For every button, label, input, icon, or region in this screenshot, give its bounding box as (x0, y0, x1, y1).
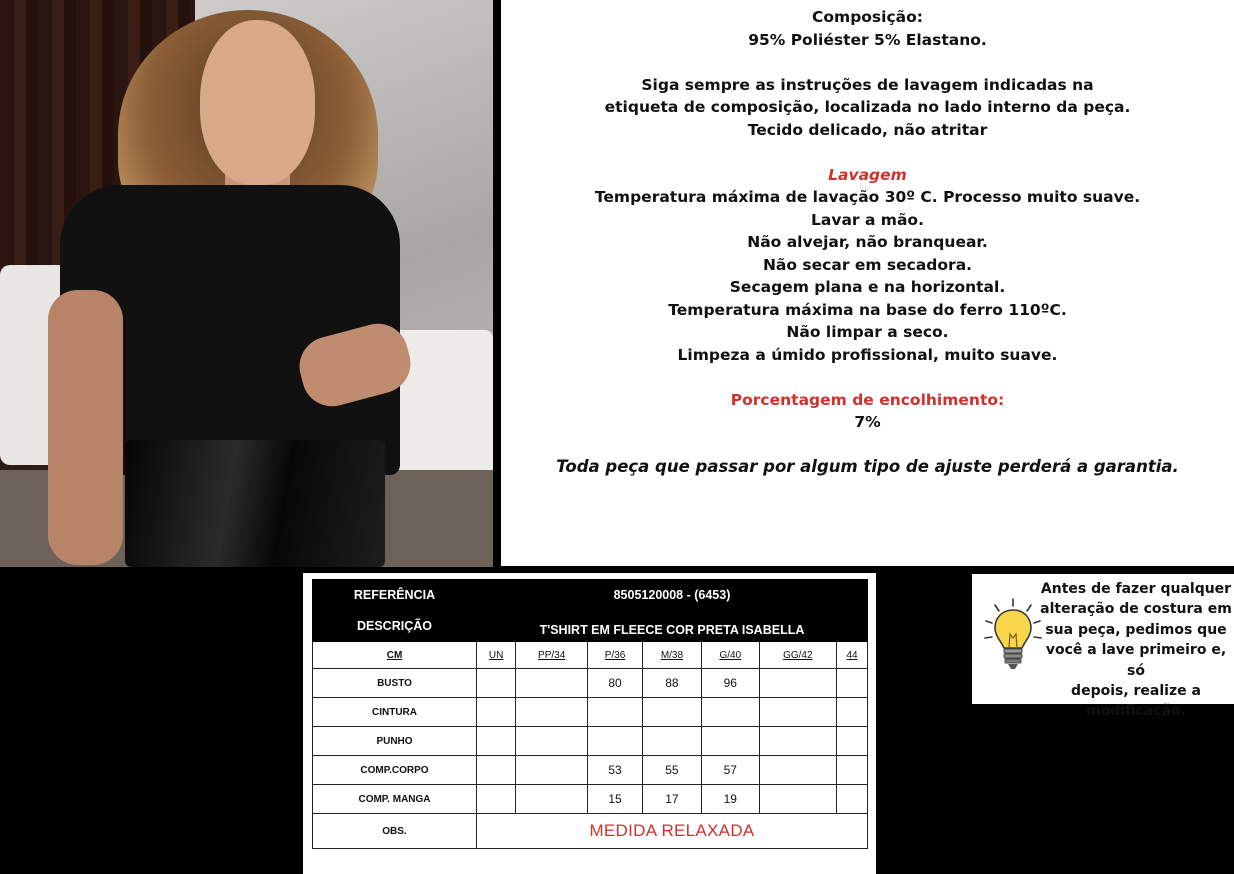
size-header: UN (477, 642, 516, 669)
table-cell: 15 (588, 785, 643, 814)
size-table (312, 579, 868, 849)
obs-value: MEDIDA RELAXADA (477, 814, 868, 849)
size-table-panel (303, 573, 876, 874)
row-label: CINTURA (313, 698, 477, 727)
instruction-line: Tecido delicado, não atritar (747, 120, 988, 139)
table-cell (516, 756, 588, 785)
table-cell (701, 727, 759, 756)
model-arm-left (48, 290, 123, 565)
table-cell (588, 727, 643, 756)
wash-item: Secagem plana e na horizontal. (729, 278, 1006, 296)
table-cell: 96 (701, 669, 759, 698)
table-cell: 57 (701, 756, 759, 785)
table-cell (759, 756, 836, 785)
tip-line: Antes de fazer qualquer (1040, 581, 1232, 597)
table-cell (477, 785, 516, 814)
table-cell: 55 (642, 756, 701, 785)
table-cell (516, 698, 588, 727)
row-label: BUSTO (313, 669, 477, 698)
shrink-value: 7% (854, 413, 881, 431)
composition-value: 95% Poliéster 5% Elastano. (748, 30, 987, 49)
table-cell (837, 756, 868, 785)
table-cell (837, 727, 868, 756)
table-cell (759, 727, 836, 756)
table-cell (516, 727, 588, 756)
wash-item: Não limpar a seco. (786, 323, 949, 341)
table-cell (588, 698, 643, 727)
wash-title: Lavagem (828, 165, 907, 184)
table-cell (477, 727, 516, 756)
size-header: G/40 (701, 642, 759, 669)
table-cell: 17 (642, 785, 701, 814)
lightbulb-icon (982, 596, 1044, 676)
table-cell (759, 669, 836, 698)
table-cell (477, 756, 516, 785)
reference-value: 8505120008 - (6453) (477, 580, 868, 611)
tip-line: sua peça, pedimos que (1045, 621, 1227, 638)
table-row (313, 669, 868, 698)
wash-item: Temperatura máxima de lavação 30º C. Processo muito suave. (594, 188, 1141, 206)
table-cell (759, 785, 836, 814)
table-cell (477, 669, 516, 698)
row-label: COMP. MANGA (313, 785, 477, 814)
table-cell (477, 698, 516, 727)
table-cell (759, 698, 836, 727)
obs-label: OBS. (313, 814, 477, 849)
product-photo (0, 0, 493, 567)
table-cell (642, 698, 701, 727)
unit-label: CM (313, 642, 477, 669)
size-header: GG/42 (759, 642, 836, 669)
wash-item: Temperatura máxima na base do ferro 110ºC. (668, 300, 1067, 319)
alteration-tip (972, 574, 1234, 720)
instruction-line: Siga sempre as instruções de lavagem indicadas na (641, 75, 1094, 94)
description-label: DESCRIÇÃO (313, 611, 477, 642)
table-cell (516, 785, 588, 814)
leather-skirt (125, 440, 385, 567)
size-header: M/38 (642, 642, 701, 669)
table-row (313, 698, 868, 727)
composition-title: Composição: (812, 8, 923, 26)
wash-item: Lavar a mão. (811, 210, 924, 229)
description-value: T'SHIRT EM FLEECE COR PRETA ISABELLA (477, 611, 868, 642)
size-header-row (313, 642, 868, 669)
row-label: COMP.CORPO (313, 756, 477, 785)
table-cell: 88 (642, 669, 701, 698)
table-cell (701, 698, 759, 727)
table-cell: 19 (701, 785, 759, 814)
table-cell (642, 727, 701, 756)
table-cell (837, 785, 868, 814)
tip-line: alteração de costura em (1040, 601, 1232, 618)
size-header: PP/34 (516, 642, 588, 669)
table-cell: 80 (588, 669, 643, 698)
tip-line: depois, realize a (1071, 683, 1201, 700)
obs-row (313, 814, 868, 849)
reference-label: REFERÊNCIA (313, 580, 477, 611)
table-row (313, 785, 868, 814)
warranty-notice: Toda peça que passar por algum tipo de ajuste perderá a garantia. (556, 457, 1179, 476)
size-header: P/36 (588, 642, 643, 669)
table-row (313, 727, 868, 756)
shrink-title: Porcentagem de encolhimento: (730, 390, 1005, 409)
size-header: 44 (837, 642, 868, 669)
wash-item: Não secar em secadora. (762, 255, 973, 274)
table-cell (837, 669, 868, 698)
wash-item: Limpeza a úmido profissional, muito suave. (677, 345, 1058, 364)
table-cell (837, 698, 868, 727)
tip-text (1040, 579, 1232, 722)
row-label: PUNHO (313, 727, 477, 756)
table-cell (516, 669, 588, 698)
instruction-line: etiqueta de composição, localizada no lado interno da peça. (604, 98, 1131, 116)
care-instructions (501, 0, 1234, 566)
table-row (313, 756, 868, 785)
tip-line: modificação. (1086, 703, 1186, 720)
table-cell: 53 (588, 756, 643, 785)
tip-line: você a lave primeiro e, só (1045, 642, 1227, 679)
wash-item: Não alvejar, não branquear. (747, 233, 988, 251)
model-face (200, 20, 315, 185)
